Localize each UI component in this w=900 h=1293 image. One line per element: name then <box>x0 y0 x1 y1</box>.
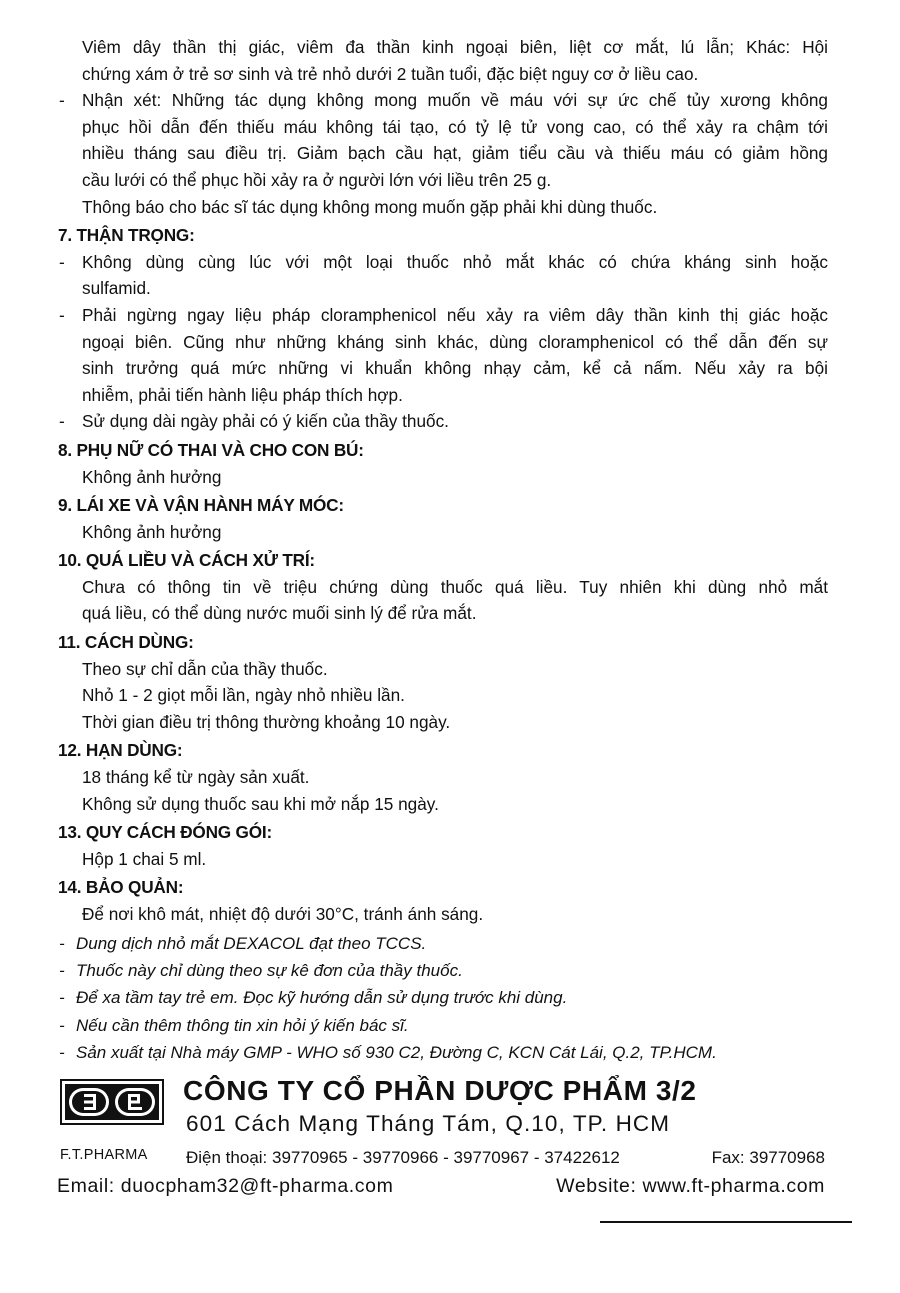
packaging-text: Hộp 1 chai 5 ml. <box>82 848 207 869</box>
expiry-line-2: Không sử dụng thuốc sau khi mở nắp 15 ngày. <box>82 793 439 814</box>
storage-text: Để nơi khô mát, nhiệt độ dưới 30°C, tránh ánh sáng. <box>82 904 484 924</box>
caution-item-1-line-1: - Không dùng cùng lúc với một loại thuốc nhỏ mắt khác có chứa kháng sinh hoặc <box>58 249 828 276</box>
side-effects-line-1: Viêm dây thần thị giác, viêm đa thần kinh ngoại biên, liệt cơ mắt, lú lẫn; Khác: Hội <box>82 37 828 57</box>
note-standard: - Dung dịch nhỏ mắt DEXACOL đạt theo TCCS. <box>58 930 828 957</box>
bottom-rule <box>600 1221 852 1223</box>
heading-overdose: 10. QUÁ LIỀU VÀ CÁCH XỬ TRÍ: <box>58 550 315 571</box>
company-phone: Điện thoại: 39770965 - 39770966 - 39770967 - 37422612 <box>186 1148 620 1167</box>
company-fax: Fax: 39770968 <box>711 1148 825 1167</box>
company-address: 601 Cách Mạng Tháng Tám, Q.10, TP. HCM <box>186 1111 671 1136</box>
remark-line-2: phục hồi dẫn đến thiếu máu không tái tạo, có tỷ lệ tử vong cao, có thể xảy ra chậm tới <box>82 116 828 137</box>
company-logo-icon <box>60 1079 164 1125</box>
notify-line: Thông báo cho bác sĩ tác dụng không mong muốn gặp phải khi dùng thuốc. <box>82 196 658 217</box>
caution-item-2-line-3: sinh trưởng quá mức những vi khuẩn không nhạy cảm, kể cả nấm. Nếu xảy ra bội <box>82 358 828 379</box>
caution-item-2-line-4: nhiễm, phải tiến hành liệu pháp thích hợp. <box>82 384 403 405</box>
remark-line-3: nhiều tháng sau điều trị. Giảm bạch cầu hạt, giảm tiểu cầu và thiếu máu có giảm hồng <box>82 143 828 164</box>
note-advice: - Nếu cần thêm thông tin xin hỏi ý kiến bác sĩ. <box>58 1012 828 1039</box>
brand-label: F.T.PHARMA <box>60 1147 148 1163</box>
driving-text: Không ảnh hưởng <box>82 521 222 542</box>
heading-packaging: 13. QUY CÁCH ĐÓNG GÓI: <box>58 822 272 843</box>
company-name: CÔNG TY CỔ PHẦN DƯỢC PHẨM 3/2 <box>183 1075 697 1106</box>
note-prescription: - Thuốc này chỉ dùng theo sự kê đơn của thầy thuốc. <box>58 957 828 984</box>
remark-line-4: cầu lưới có thể phục hồi xảy ra ở người lớn với liều trên 25 g. <box>82 169 552 190</box>
overdose-line-1: Chưa có thông tin về triệu chứng dùng thuốc quá liều. Tuy nhiên khi dùng nhỏ mắt <box>82 576 828 597</box>
usage-line-3: Thời gian điều trị thông thường khoảng 10 ngày. <box>82 711 451 732</box>
expiry-line-1: 18 tháng kể từ ngày sản xuất. <box>82 767 310 788</box>
heading-pregnancy: 8. PHỤ NỮ CÓ THAI VÀ CHO CON BÚ: <box>58 439 364 460</box>
side-effects-line-2: chứng xám ở trẻ sơ sinh và trẻ nhỏ dưới 2 tuần tuổi, đặc biệt nguy cơ ở liều cao. <box>82 63 699 84</box>
note-children: - Để xa tầm tay trẻ em. Đọc kỹ hướng dẫn sử dụng trước khi dùng. <box>58 984 828 1011</box>
heading-usage: 11. CÁCH DÙNG: <box>58 632 194 653</box>
caution-item-2-line-2: ngoại biên. Cũng như những kháng sinh khác, dùng cloramphenicol có thể dẫn đến sự <box>82 331 828 352</box>
usage-line-1: Theo sự chỉ dẫn của thầy thuốc. <box>82 658 328 679</box>
heading-driving: 9. LÁI XE VÀ VẬN HÀNH MÁY MÓC: <box>58 495 344 516</box>
heading-storage: 14. BẢO QUẢN: <box>58 877 184 898</box>
note-manufacturer: - Sản xuất tại Nhà máy GMP - WHO số 930 C2, Đường C, KCN Cát Lái, Q.2, TP.HCM. <box>58 1039 828 1066</box>
overdose-line-2: quá liều, có thể dùng nước muối sinh lý để rửa mắt. <box>82 603 477 624</box>
remark-line-1: - Nhận xét: Những tác dụng không mong muốn về máu với sự ức chế tủy xương không <box>58 87 828 114</box>
company-website: Website: www.ft-pharma.com <box>556 1175 825 1197</box>
caution-item-1-line-2: sulfamid. <box>82 278 151 299</box>
usage-line-2: Nhỏ 1 - 2 giọt mỗi lần, ngày nhỏ nhiều lần. <box>82 685 405 706</box>
heading-expiry: 12. HẠN DÙNG: <box>58 740 183 761</box>
caution-item-2-line-1: - Phải ngừng ngay liệu pháp cloramphenicol nếu xảy ra viêm dây thần kinh thị giác hoặc <box>58 302 828 329</box>
company-email: Email: duocpham32@ft-pharma.com <box>57 1175 394 1197</box>
heading-caution: 7. THẬN TRỌNG: <box>58 225 195 246</box>
notes-list <box>58 930 828 1066</box>
leaflet-body <box>58 34 828 928</box>
caution-item-3: - Sử dụng dài ngày phải có ý kiến của thầy thuốc. <box>58 408 828 435</box>
pregnancy-text: Không ảnh hưởng <box>82 466 222 487</box>
